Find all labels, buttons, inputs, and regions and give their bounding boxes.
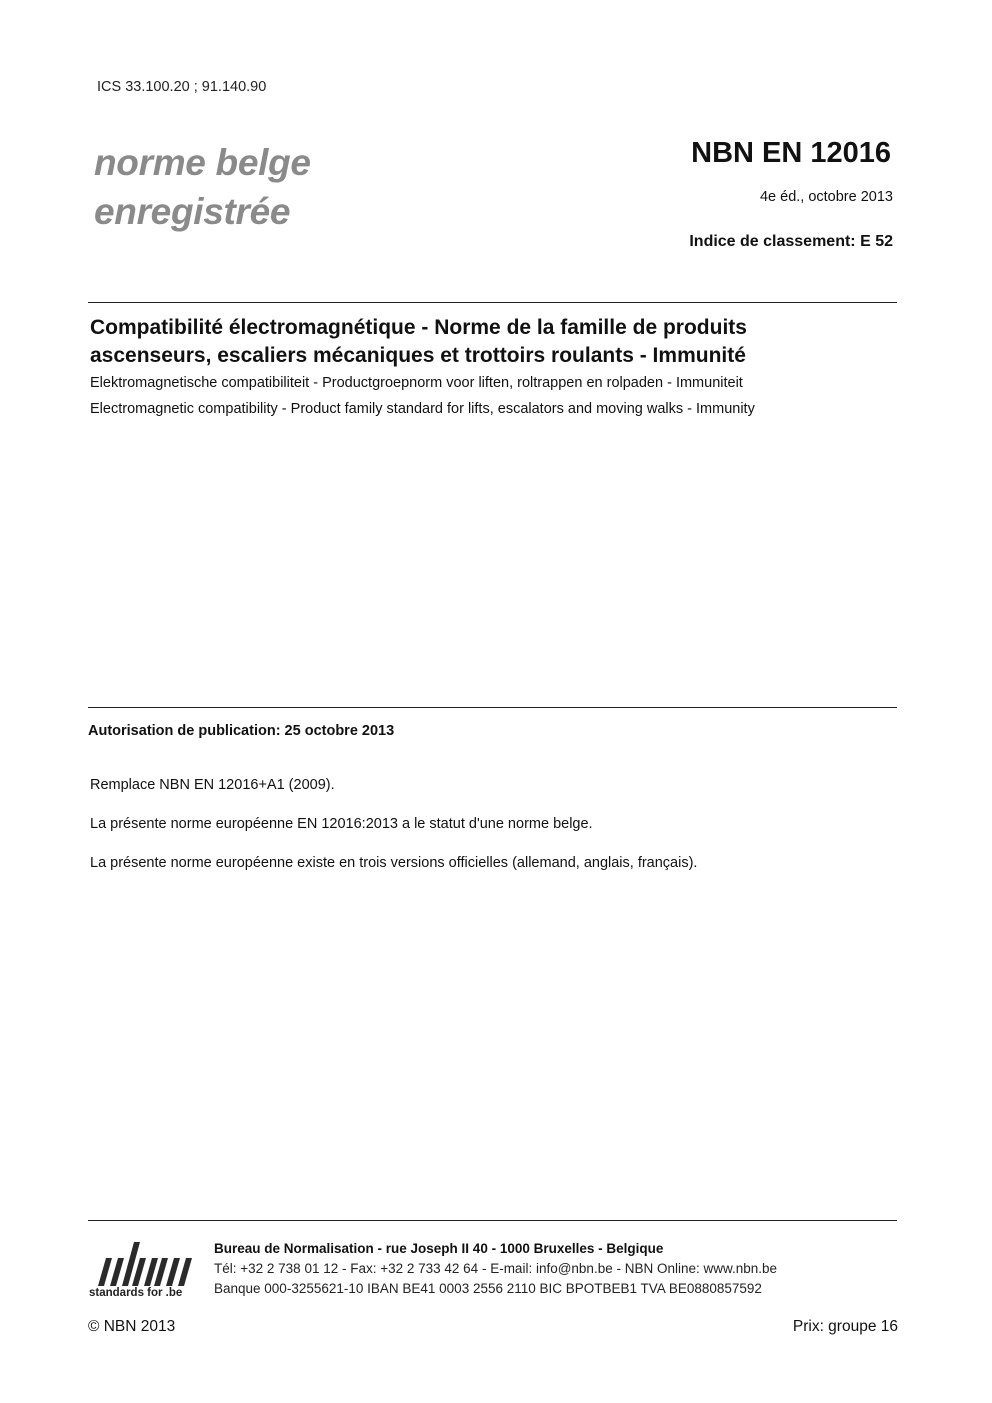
footer-divider: [88, 1220, 897, 1221]
norm-type: [94, 138, 311, 236]
title-dutch: Elektromagnetische compatibiliteit - Productgroepnorm voor liften, roltrappen en rolpaden - Immuniteit: [90, 375, 743, 391]
footer-address-text: Bureau de Normalisation - rue Joseph II 40 - 1000 Bruxelles - Belgique: [214, 1241, 664, 1256]
norm-type-line1: norme belge: [94, 142, 311, 183]
footer-bank: Banque 000-3255621-10 IBAN BE41 0003 2556 2110 BIC BPOTBEB1 TVA BE0880857592: [214, 1281, 762, 1296]
title-french-line2: ascenseurs, escaliers mécaniques et trottoirs roulants - Immunité: [90, 344, 746, 367]
price-group: Prix: groupe 16: [792, 1318, 898, 1335]
top-divider: [88, 302, 897, 303]
replaces-paragraph: Remplace NBN EN 12016+A1 (2009).: [90, 777, 335, 793]
publication-authorisation: Autorisation de publication: 25 octobre 2013: [88, 723, 395, 739]
middle-divider: [88, 707, 897, 708]
logo-caption: standards for .be: [89, 1287, 183, 1299]
copyright: © NBN 2013: [88, 1318, 176, 1335]
status-paragraph: La présente norme européenne EN 12016:2013 a le statut d'une norme belge.: [90, 816, 593, 832]
ics-codes: ICS 33.100.20 ; 91.140.90: [97, 79, 267, 95]
standard-number: NBN EN 12016: [691, 137, 891, 169]
edition-date: 4e éd., octobre 2013: [759, 189, 893, 205]
footer-address: [214, 1241, 663, 1256]
norm-type-line2: enregistrée: [94, 191, 291, 232]
versions-paragraph: La présente norme européenne existe en trois versions officielles (allemand, anglais, français).: [90, 855, 698, 871]
footer-contact: Tél: +32 2 738 01 12 - Fax: +32 2 733 42 64 - E-mail: info@nbn.be - NBN Online: www.nbn.be: [214, 1261, 778, 1276]
title-french-line1: Compatibilité électromagnétique - Norme de la famille de produits: [90, 316, 747, 339]
classification-index: Indice de classement: E 52: [689, 233, 893, 250]
title-english: Electromagnetic compatibility - Product family standard for lifts, escalators and moving walks - Immunity: [90, 401, 755, 417]
title-french: [90, 314, 747, 370]
